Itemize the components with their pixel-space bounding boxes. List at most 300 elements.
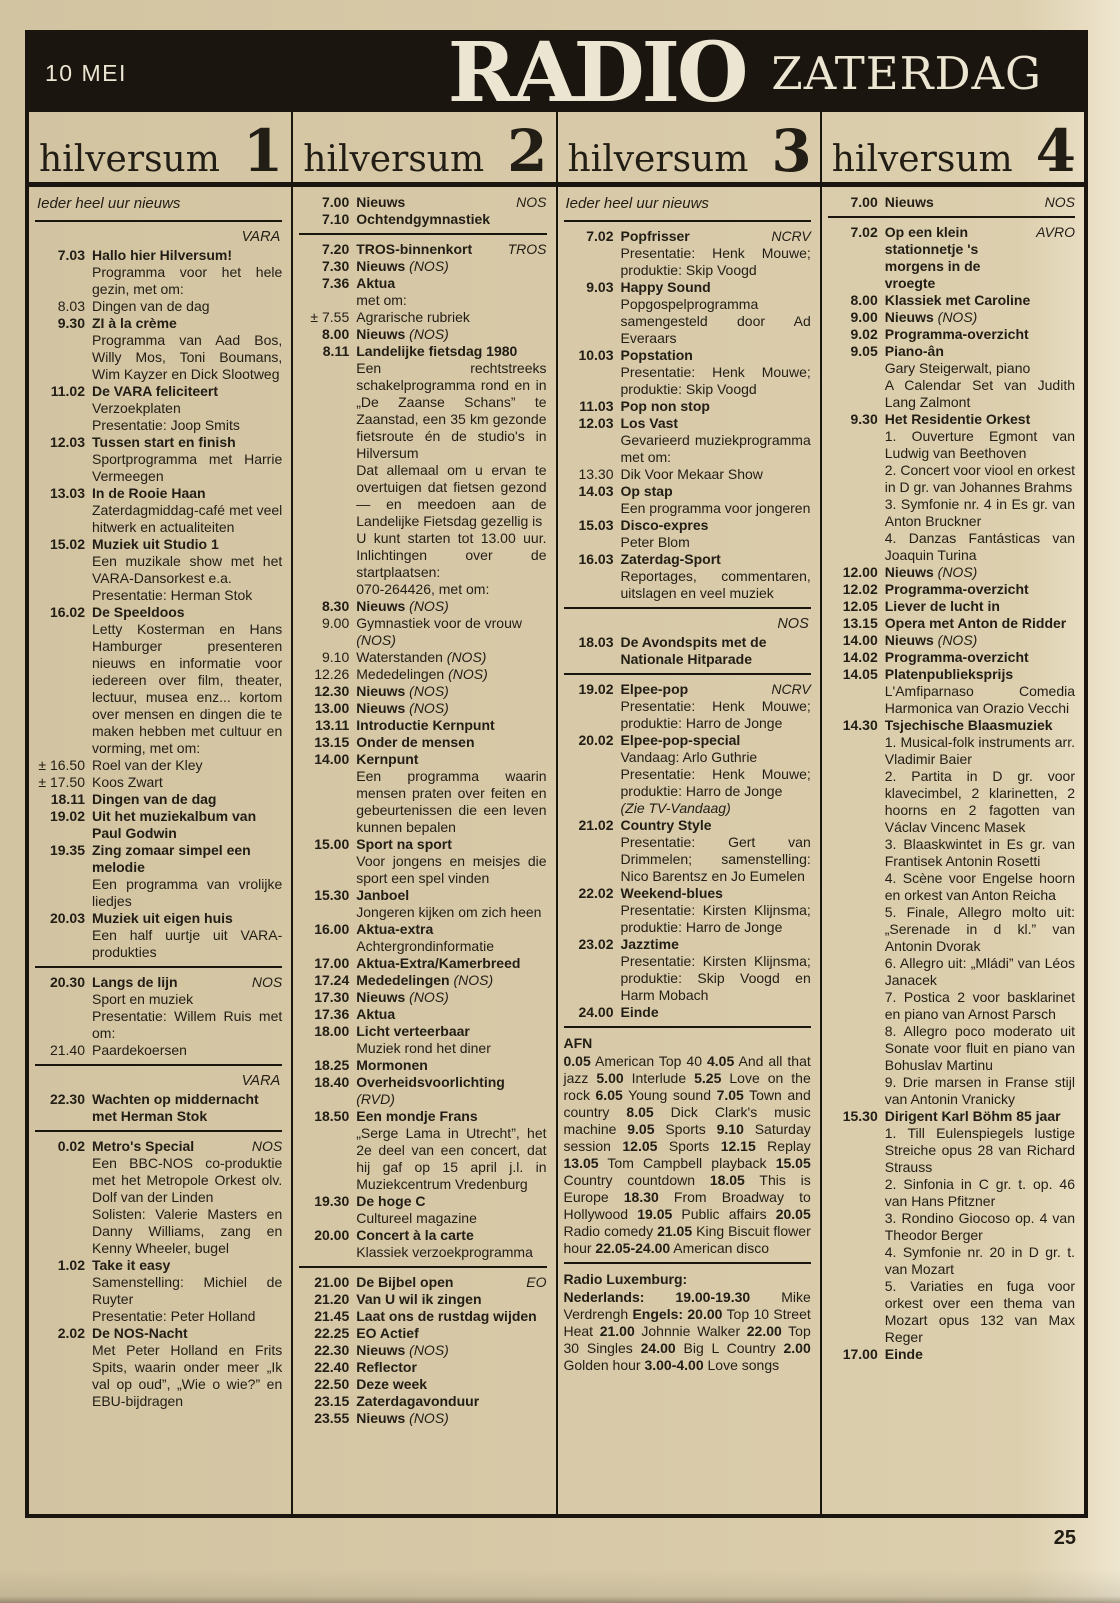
schedule-title: Golden hour <box>563 1357 645 1373</box>
program-entry <box>564 551 811 602</box>
program-title: Nieuws (NOS) <box>356 1342 449 1358</box>
program-body <box>885 343 1075 411</box>
program-description: Popgospelprogramma samengesteld door Ad Everaars <box>620 296 811 346</box>
program-time: 20.30 <box>49 974 85 990</box>
program-title: De Speeldoos <box>92 604 185 620</box>
program-time: 14.00 <box>314 751 350 767</box>
program-body <box>356 241 546 258</box>
program-time: 22.30 <box>49 1091 85 1107</box>
program-title-line <box>356 955 546 972</box>
program-title-line <box>356 1193 546 1210</box>
program-body <box>621 483 811 517</box>
program-title: Zing zomaar simpel een melodie <box>92 842 251 875</box>
schedule-title: Tom Campbell playback <box>598 1155 776 1171</box>
program-body <box>621 279 811 347</box>
program-entry <box>299 275 546 309</box>
program-list <box>558 187 820 1514</box>
program-title-line <box>885 649 1075 666</box>
program-time: 7.00 <box>850 194 878 210</box>
program-entry <box>299 309 546 326</box>
program-title: Nieuws (NOS) <box>356 683 449 699</box>
program-body <box>92 485 282 536</box>
program-title-line <box>621 398 811 415</box>
program-body <box>621 817 811 885</box>
program-body <box>356 1274 546 1291</box>
program-body <box>356 649 546 666</box>
program-description: Presentatie: Henk Mouwe; produktie: Skip Voogd <box>620 245 811 278</box>
program-entry <box>299 258 546 275</box>
program-title: Ochtendgymnastiek <box>356 211 491 227</box>
program-title: Kernpunt <box>356 751 419 767</box>
program-time: 13.00 <box>314 700 350 716</box>
program-title-line <box>885 632 1075 649</box>
program-description: Met Peter Holland en Frits Spits, waarin onder meer „Ik val op oud”, „Wie o wie?” en EBU-bijdragen <box>92 1342 283 1409</box>
schedule-title: Love on the rock <box>563 1070 811 1103</box>
program-title-line <box>92 1091 282 1125</box>
program-body <box>621 466 811 483</box>
section-divider <box>564 1262 811 1264</box>
section-heading: AFN <box>563 1035 593 1051</box>
program-title-line <box>356 1274 546 1291</box>
program-title-line <box>885 326 1075 343</box>
program-body <box>356 1074 546 1108</box>
section-divider <box>564 1026 811 1028</box>
schedule-title: Saturday session <box>563 1121 811 1154</box>
program-title-line <box>356 194 546 211</box>
schedule-time: 24.00 <box>640 1340 676 1356</box>
network-inline-label: (NOS) <box>933 309 978 325</box>
program-time: 9.30 <box>850 411 878 427</box>
program-time: 14.03 <box>578 483 614 499</box>
program-time: 20.00 <box>314 1227 350 1243</box>
program-entry <box>299 1410 546 1427</box>
program-title: Nieuws <box>884 194 934 210</box>
schedule-time: 4.05 <box>707 1053 735 1069</box>
program-title-line <box>356 258 546 275</box>
program-entry <box>299 1006 546 1023</box>
program-title: Dirigent Karl Böhm 85 jaar <box>884 1108 1061 1124</box>
network-inline-label: (NOS) <box>405 326 449 342</box>
network-label: AVRO <box>1036 224 1075 240</box>
program-entry <box>564 398 811 415</box>
program-description: 070-264426, met om: <box>356 581 490 597</box>
program-entry <box>35 910 282 961</box>
program-title: Popstation <box>620 347 693 363</box>
program-title-line <box>92 383 282 400</box>
program-body <box>92 315 282 383</box>
program-time: 21.20 <box>314 1291 350 1307</box>
program-title-line <box>356 666 546 683</box>
program-entry <box>299 1376 546 1393</box>
program-body <box>885 1346 1075 1363</box>
program-title-line <box>621 634 811 668</box>
program-body <box>92 1091 282 1125</box>
program-time: 15.30 <box>314 887 350 903</box>
schedule-title: Public affairs <box>672 1206 776 1222</box>
program-body <box>356 734 546 751</box>
program-title: De Bijbel open <box>356 1274 454 1290</box>
program-title: Agrarische rubriek <box>356 309 470 325</box>
channel-name: hilversum <box>567 139 749 180</box>
program-body <box>92 808 282 842</box>
schedule-title: Town and country <box>563 1087 811 1120</box>
program-title-line <box>356 275 546 292</box>
program-title-line <box>92 791 282 808</box>
program-body <box>356 211 546 228</box>
program-description: Voor jongens en meisjes die sport een spel vinden <box>356 853 547 886</box>
program-body <box>356 1057 546 1074</box>
program-title: Laat ons de rustdag wijden <box>356 1308 537 1324</box>
schedule-title: Johnnie Walker <box>634 1323 747 1339</box>
program-entry <box>299 1227 546 1261</box>
program-body <box>356 1227 546 1261</box>
program-time: 7.02 <box>586 228 614 244</box>
network-inline-label: (NOS) <box>405 683 449 699</box>
schedule-time: 3.00-4.00 <box>644 1357 704 1373</box>
network-label: NCRV <box>771 681 811 697</box>
program-title: EO Actief <box>356 1325 419 1341</box>
program-time: 20.02 <box>578 732 614 748</box>
program-title-line <box>621 466 811 483</box>
program-description: Een muzikale show met het VARA-Dansorkest e.a. <box>92 553 283 586</box>
program-title: Popfrisser <box>620 228 690 244</box>
program-title: Nieuws <box>356 194 406 210</box>
schedule-text <box>564 1289 811 1374</box>
program-title: Uit het muziekalbum van Paul Godwin <box>92 808 257 841</box>
program-time: 12.02 <box>842 581 878 597</box>
program-body <box>885 411 1075 564</box>
program-entry <box>299 194 546 211</box>
program-title: Op stap <box>620 483 673 499</box>
program-time: 7.36 <box>322 275 350 291</box>
program-title-line <box>885 411 1075 428</box>
program-body <box>356 258 546 275</box>
program-body <box>621 681 811 732</box>
radio-guide-frame <box>25 30 1088 1518</box>
program-description: 1. Musical-folk instruments arr. Vladimir Baier <box>884 734 1075 767</box>
program-time: 16.02 <box>49 604 85 620</box>
program-body <box>621 398 811 415</box>
program-body <box>92 604 282 757</box>
program-entry <box>564 279 811 347</box>
program-time: 12.05 <box>842 598 878 614</box>
program-body <box>885 564 1075 581</box>
schedule-title: From Broadway to Hollywood <box>563 1189 811 1222</box>
program-title-line <box>356 1291 546 1308</box>
program-entry <box>564 517 811 551</box>
program-body <box>92 791 282 808</box>
section-divider <box>35 966 282 968</box>
program-description: Solisten: Valerie Masters en Danny Williams, zang en Kenny Wheeler, bugel <box>92 1206 283 1256</box>
program-body <box>885 581 1075 598</box>
program-title: Nieuws (NOS) <box>884 564 978 580</box>
program-description: Presentatie: Henk Mouwe; produktie: Harro de Jonge <box>620 698 811 731</box>
program-body <box>621 415 811 466</box>
program-body <box>92 434 282 485</box>
schedule-time: 2.00 <box>783 1340 811 1356</box>
network-inline-label: (NOS) <box>444 666 488 682</box>
program-time: 13.03 <box>49 485 85 501</box>
section-divider <box>299 233 546 235</box>
schedule-time: 12.15 <box>720 1138 756 1154</box>
program-time: 18.11 <box>50 791 85 807</box>
program-title: Aktua <box>356 275 396 291</box>
program-time: 11.03 <box>579 398 614 414</box>
schedule-time: 0.05 <box>563 1053 591 1069</box>
schedule-title: This is Europe <box>563 1172 811 1205</box>
program-title: Wachten op middernacht met Herman Stok <box>92 1091 259 1124</box>
program-time: 13.15 <box>842 615 878 631</box>
program-entry <box>299 836 546 887</box>
program-entry <box>299 343 546 598</box>
program-title-line <box>621 415 811 432</box>
program-time: 9.05 <box>850 343 878 359</box>
program-title-line <box>92 1257 282 1274</box>
program-entry <box>828 615 1075 632</box>
program-entry <box>564 347 811 398</box>
program-time: 18.40 <box>314 1074 350 1090</box>
radio-title: RADIO <box>447 34 746 112</box>
program-title: Sport na sport <box>356 836 452 852</box>
program-title: Country Style <box>620 817 712 833</box>
program-title: Gymnastiek voor de vrouw (NOS) <box>356 615 522 648</box>
network-inline-label: (NOS) <box>405 258 449 274</box>
schedule-time: 5.00 <box>596 1070 624 1086</box>
section-divider <box>828 216 1075 218</box>
program-title-line <box>621 347 811 364</box>
program-title-line <box>92 757 282 774</box>
program-body <box>885 615 1075 632</box>
program-title-line <box>621 817 811 834</box>
network-label: NCRV <box>771 228 811 244</box>
program-time: 17.24 <box>314 972 350 988</box>
program-time: 13.11 <box>314 717 350 733</box>
day-label: ZATERDAG <box>771 46 1042 100</box>
program-entry <box>828 194 1075 211</box>
program-description: 8. Allegro poco moderato uit Sonate voor fluit en piano van Bohuslav Martinu <box>884 1023 1075 1073</box>
program-title-line <box>885 564 1075 581</box>
program-body <box>356 1291 546 1308</box>
hourly-news-note: Ieder heel uur nieuws <box>37 195 181 212</box>
schedule-time: 5.25 <box>694 1070 722 1086</box>
program-title: Licht verteerbaar <box>356 1023 470 1039</box>
program-entry <box>299 989 546 1006</box>
program-time: 16.03 <box>578 551 614 567</box>
program-description: Een BBC-NOS co-produktie met het Metropole Orkest olv. Dolf van der Linden <box>92 1155 283 1205</box>
program-time: 14.02 <box>842 649 878 665</box>
program-title: Reflector <box>356 1359 417 1375</box>
program-entry <box>299 1291 546 1308</box>
schedule-text <box>564 1053 811 1257</box>
program-body <box>92 842 282 910</box>
program-time: 20.03 <box>49 910 85 926</box>
program-time: 15.02 <box>49 536 85 552</box>
program-entry <box>299 598 546 615</box>
network-label: NOS <box>1044 194 1075 210</box>
program-body <box>356 887 546 921</box>
program-entry <box>299 1193 546 1227</box>
program-title: Programma-overzicht <box>884 649 1029 665</box>
program-time: 7.00 <box>322 194 350 210</box>
program-entry <box>299 1108 546 1193</box>
program-title-line <box>621 279 811 296</box>
schedule-title: Radio comedy <box>563 1223 658 1239</box>
program-time: 18.03 <box>578 634 614 650</box>
program-body <box>92 774 282 791</box>
program-time: 9.10 <box>322 649 350 665</box>
program-entry <box>299 683 546 700</box>
schedule-title: Dick Clark's music machine <box>563 1104 811 1137</box>
program-body <box>621 517 811 551</box>
program-entry <box>564 732 811 817</box>
program-body <box>885 666 1075 717</box>
program-title-line <box>356 1023 546 1040</box>
program-time: 9.03 <box>586 279 614 295</box>
program-time: 12.26 <box>314 666 350 682</box>
program-description: A Calendar Set van Judith Lang Zalmont <box>884 377 1075 410</box>
program-body <box>621 936 811 1004</box>
program-title: Nieuws (NOS) <box>356 989 449 1005</box>
channel-number: 4 <box>1035 117 1076 185</box>
program-time: 8.11 <box>322 343 350 359</box>
program-title: Disco-expres <box>620 517 709 533</box>
program-entry <box>299 1342 546 1359</box>
program-title-line <box>92 808 282 842</box>
schedule-title: Sports <box>657 1138 721 1154</box>
program-entry <box>35 974 282 1042</box>
program-entry <box>299 751 546 836</box>
program-description: 6. Allegro uit: „Mládi” van Léos Janacek <box>884 955 1075 988</box>
program-title-line <box>885 1346 1075 1363</box>
program-entry <box>299 615 546 649</box>
program-description: Zaterdagmiddag-café met veel hitwerk en actualiteiten <box>92 502 283 535</box>
program-description: 3. Rondino Giocoso op. 4 van Theodor Berger <box>884 1210 1075 1243</box>
program-body <box>885 194 1075 211</box>
program-body <box>356 700 546 717</box>
program-title: Liever de lucht in <box>884 598 1000 614</box>
hourly-news-note: Ieder heel uur nieuws <box>565 195 709 212</box>
program-title: Programma-overzicht <box>884 581 1029 597</box>
program-description: (Zie TV-Vandaag) <box>620 800 731 816</box>
program-entry <box>828 666 1075 717</box>
program-title-line <box>621 681 811 698</box>
channel-header <box>293 112 555 187</box>
program-entry <box>299 1325 546 1342</box>
program-entry <box>35 485 282 536</box>
section-divider <box>35 1064 282 1066</box>
program-description: L'Amfiparnaso Comedia Harmonica van Orazio Vecchi <box>884 683 1075 716</box>
program-body <box>356 1193 546 1227</box>
channel-number: 3 <box>771 117 812 185</box>
program-title: De hoge C <box>356 1193 426 1209</box>
program-entry <box>299 326 546 343</box>
program-title-line <box>356 241 546 258</box>
program-body <box>885 326 1075 343</box>
program-body <box>356 921 546 955</box>
schedule-time: 22.05-24.00 <box>595 1240 671 1256</box>
network-label: VARA <box>241 1073 281 1089</box>
program-body <box>92 536 282 604</box>
program-time: 0.02 <box>57 1138 85 1154</box>
program-title: Deze week <box>356 1376 428 1392</box>
program-time: 15.00 <box>314 836 350 852</box>
program-description: Gevarieerd muziekprogramma met om: <box>620 432 811 465</box>
program-time: 13.15 <box>314 734 350 750</box>
program-entry <box>35 1138 282 1257</box>
program-entry <box>35 1257 282 1325</box>
program-body <box>885 632 1075 649</box>
program-title: Tsjechische Blaasmuziek <box>884 717 1053 733</box>
program-body <box>356 1308 546 1325</box>
program-time: 11.02 <box>50 383 85 399</box>
program-entry <box>35 1091 282 1125</box>
program-body <box>92 247 282 298</box>
program-title-line <box>356 887 546 904</box>
schedule-time: 6.05 <box>595 1087 623 1103</box>
program-title: Dingen van de dag <box>92 791 217 807</box>
program-title-line <box>92 1325 282 1342</box>
program-body <box>356 683 546 700</box>
program-entry <box>35 434 282 485</box>
program-description: Een programma waarin mensen praten over feiten en gebeurtenissen die een leven kunnen bepalen <box>356 768 547 835</box>
program-body <box>92 974 282 1042</box>
program-time: 17.30 <box>314 989 350 1005</box>
program-entry <box>564 817 811 885</box>
network-inline-label: (NOS) <box>405 598 449 614</box>
program-title-line <box>621 936 811 953</box>
program-title: Piano-ân <box>884 343 944 359</box>
program-description: 4. Symfonie nr. 20 in D gr. t. van Mozart <box>884 1244 1075 1277</box>
program-title-line <box>356 1074 546 1108</box>
program-title-line <box>885 1108 1075 1125</box>
program-title: Jazztime <box>620 936 679 952</box>
program-body <box>92 383 282 434</box>
program-title: Zaterdag-Sport <box>620 551 721 567</box>
program-title: Nieuws (NOS) <box>356 1410 449 1426</box>
program-description: Presentatie: Kirsten Klijnsma; produktie: Harro de Jonge <box>620 902 811 935</box>
program-description: 2. Sinfonia in C gr. t. op. 46 van Hans Pfitzner <box>884 1176 1075 1209</box>
program-time: 7.10 <box>322 211 350 227</box>
program-time: 2.02 <box>57 1325 85 1341</box>
program-time: 8.00 <box>322 326 350 342</box>
program-time: 14.00 <box>842 632 878 648</box>
program-title: Take it easy <box>92 1257 171 1273</box>
program-title-line <box>356 1342 546 1359</box>
program-title: Onder de mensen <box>356 734 475 750</box>
program-body <box>885 717 1075 1108</box>
program-time: 23.15 <box>314 1393 350 1409</box>
columns-container <box>29 112 1084 1514</box>
program-description: Een rechtstreeks schakelprogramma rond en in „De Zaanse Schans” te Zaanstad, een 35 km gezonde fietsroute én de studio's in Hilversum <box>356 360 547 461</box>
program-entry <box>828 564 1075 581</box>
program-body <box>621 228 811 279</box>
program-title: Elpee-pop-special <box>620 732 741 748</box>
program-time: 9.30 <box>57 315 85 331</box>
program-entry <box>299 1057 546 1074</box>
program-body <box>621 347 811 398</box>
program-title: Muziek uit eigen huis <box>92 910 233 926</box>
program-title-line <box>356 700 546 717</box>
program-entry <box>35 808 282 842</box>
program-description: 5. Finale, Allegro molto uit: „Serenade in d kl.” van Antonin Dvorak <box>884 904 1075 954</box>
program-time: 12.00 <box>842 564 878 580</box>
program-description: Samenstelling: Michiel de Ruyter <box>92 1274 283 1307</box>
program-body <box>356 972 546 989</box>
program-entry <box>299 734 546 751</box>
network-label: EO <box>526 1274 547 1290</box>
program-title: Langs de lijn <box>92 974 178 990</box>
program-entry <box>564 936 811 1004</box>
